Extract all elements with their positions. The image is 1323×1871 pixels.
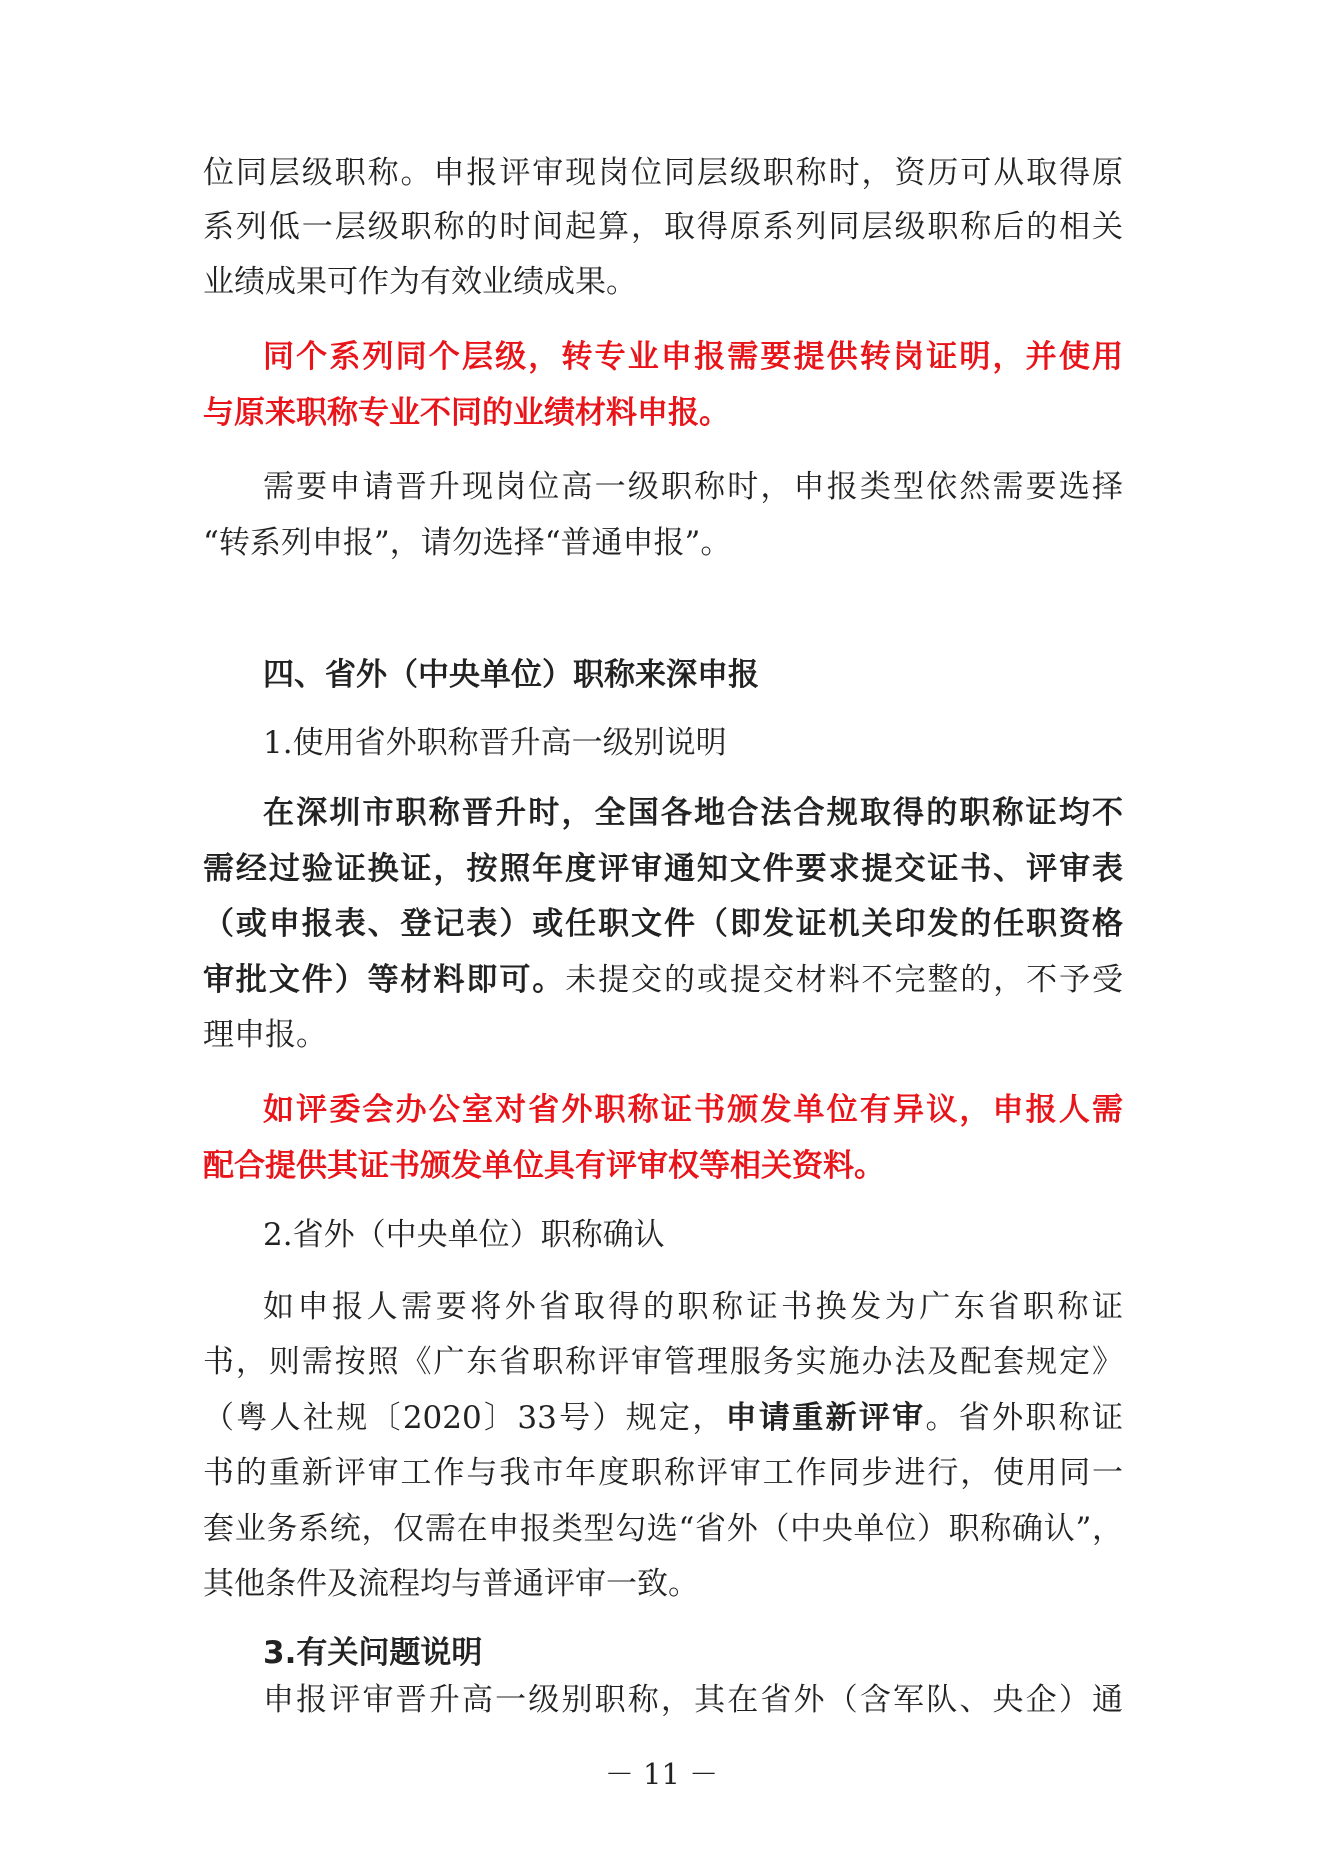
subsection-heading: 3.有关问题说明: [263, 1635, 483, 1671]
red-emphasis-line: 如评委会办公室对省外职称证书颁发单位有异议，申报人需: [263, 1092, 1123, 1128]
paragraph-line: 理申报。: [203, 1017, 327, 1053]
paragraph-line: “转系列申报”，请勿选择“普通申报”。: [203, 525, 732, 561]
bold-segment: 审批文件）等材料即可。: [203, 962, 566, 998]
paragraph-line: 系列低一层级职称的时间起算，取得原系列同层级职称后的相关: [203, 209, 1123, 245]
page-number: － 11 －: [604, 1757, 719, 1791]
paragraph-line: 其他条件及流程均与普通评审一致。: [203, 1566, 699, 1602]
bold-paragraph-line: 需经过验证换证，按照年度评审通知文件要求提交证书、评审表: [203, 851, 1123, 887]
bold-paragraph-line: 在深圳市职称晋升时，全国各地合法合规取得的职称证均不: [263, 795, 1123, 831]
bold-segment: 申请重新评审: [725, 1400, 926, 1436]
mixed-paragraph-line: [203, 1398, 1123, 1438]
bold-paragraph-line: （或申报表、登记表）或任职文件（即发证机关印发的任职资格: [203, 906, 1123, 942]
section-heading: 四、省外（中央单位）职称来深申报: [263, 657, 759, 693]
red-emphasis-line: 与原来职称专业不同的业绩材料申报。: [203, 395, 730, 431]
paragraph-line: 套业务系统，仅需在申报类型勾选“省外（中央单位）职称确认”，: [203, 1511, 1123, 1547]
normal-segment: 。省外职称证: [925, 1400, 1123, 1436]
paragraph-line: 书，则需按照《广东省职称评审管理服务实施办法及配套规定》: [203, 1344, 1123, 1380]
normal-segment: 未提交的或提交材料不完整的，不予受: [565, 962, 1124, 998]
mixed-paragraph-line: [203, 960, 1123, 1000]
paragraph-line: 业绩成果可作为有效业绩成果。: [203, 264, 637, 300]
paragraph-line: 书的重新评审工作与我市年度职称评审工作同步进行，使用同一: [203, 1455, 1123, 1491]
subsection-heading: 2.省外（中央单位）职称确认: [263, 1217, 665, 1253]
red-emphasis-line: 配合提供其证书颁发单位具有评审权等相关资料。: [203, 1148, 885, 1184]
paragraph-line: 需要申请晋升现岗位高一级职称时，申报类型依然需要选择: [263, 469, 1123, 505]
paragraph-line: 如申报人需要将外省取得的职称证书换发为广东省职称证: [263, 1289, 1123, 1325]
subsection-heading: 1.使用省外职称晋升高一级别说明: [263, 725, 727, 761]
normal-segment: （粤人社规〔2020〕33号）规定，: [203, 1400, 726, 1436]
paragraph-line: 位同层级职称。申报评审现岗位同层级职称时，资历可从取得原: [203, 155, 1123, 191]
red-emphasis-line: 同个系列同个层级，转专业申报需要提供转岗证明，并使用: [263, 339, 1123, 375]
paragraph-line: 申报评审晋升高一级别职称，其在省外（含军队、央企）通: [263, 1682, 1123, 1718]
